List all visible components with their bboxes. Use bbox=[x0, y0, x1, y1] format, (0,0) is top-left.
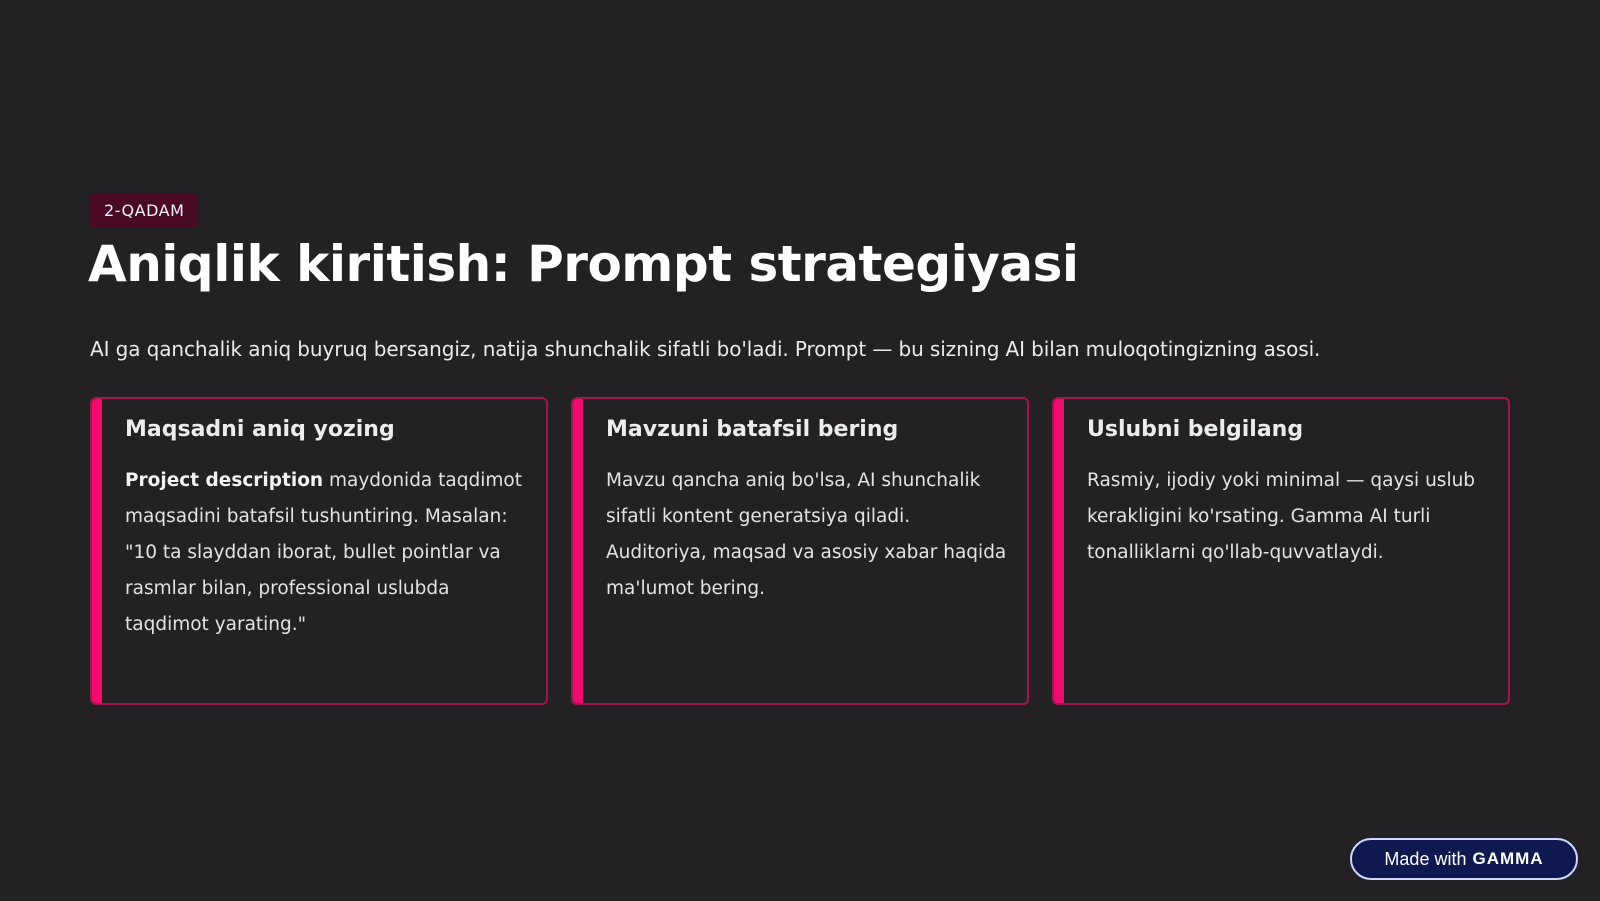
card-uslub bbox=[1052, 397, 1510, 705]
gamma-logo: GAMMA bbox=[1472, 849, 1544, 868]
card-maqsad bbox=[90, 397, 548, 705]
slide-lead-text: AI ga qanchalik aniq buyruq bersangiz, natija shunchalik sifatli bo'ladi. Prompt — bu sizning AI bilan muloqotingizning asosi. bbox=[90, 337, 1321, 361]
card-title: Uslubni belgilang bbox=[1087, 417, 1304, 442]
card-title: Maqsadni aniq yozing bbox=[125, 417, 395, 442]
card-body-text: maydonida taqdimot maqsadini batafsil tushuntiring. Masalan: "10 ta slayddan iborat, bullet pointlar va rasmlar bilan, professional uslubda taqdimot yarating." bbox=[125, 470, 522, 635]
card-body bbox=[125, 463, 529, 643]
made-with-gamma-button[interactable] bbox=[1350, 838, 1578, 880]
card-body-text: Mavzu qancha aniq bo'lsa, AI shunchalik sifatli kontent generatsiya qiladi. Auditoriya, maqsad va asosiy xabar haqida ma'lumot bering. bbox=[606, 470, 1007, 599]
slide-title: Aniqlik kiritish: Prompt strategiyasi bbox=[88, 235, 1079, 293]
card-mavzu bbox=[571, 397, 1029, 705]
card-body-bold: Project description bbox=[125, 470, 324, 491]
step-badge: 2-QADAM bbox=[90, 194, 198, 228]
card-body-text: Rasmiy, ijodiy yoki minimal — qaysi uslub kerakligini ko'rsating. Gamma AI turli tonalliklarni qo'llab-quvvatlaydi. bbox=[1087, 470, 1476, 563]
card-title: Mavzuni batafsil bering bbox=[606, 417, 899, 442]
made-with-label: Made with bbox=[1384, 848, 1467, 869]
